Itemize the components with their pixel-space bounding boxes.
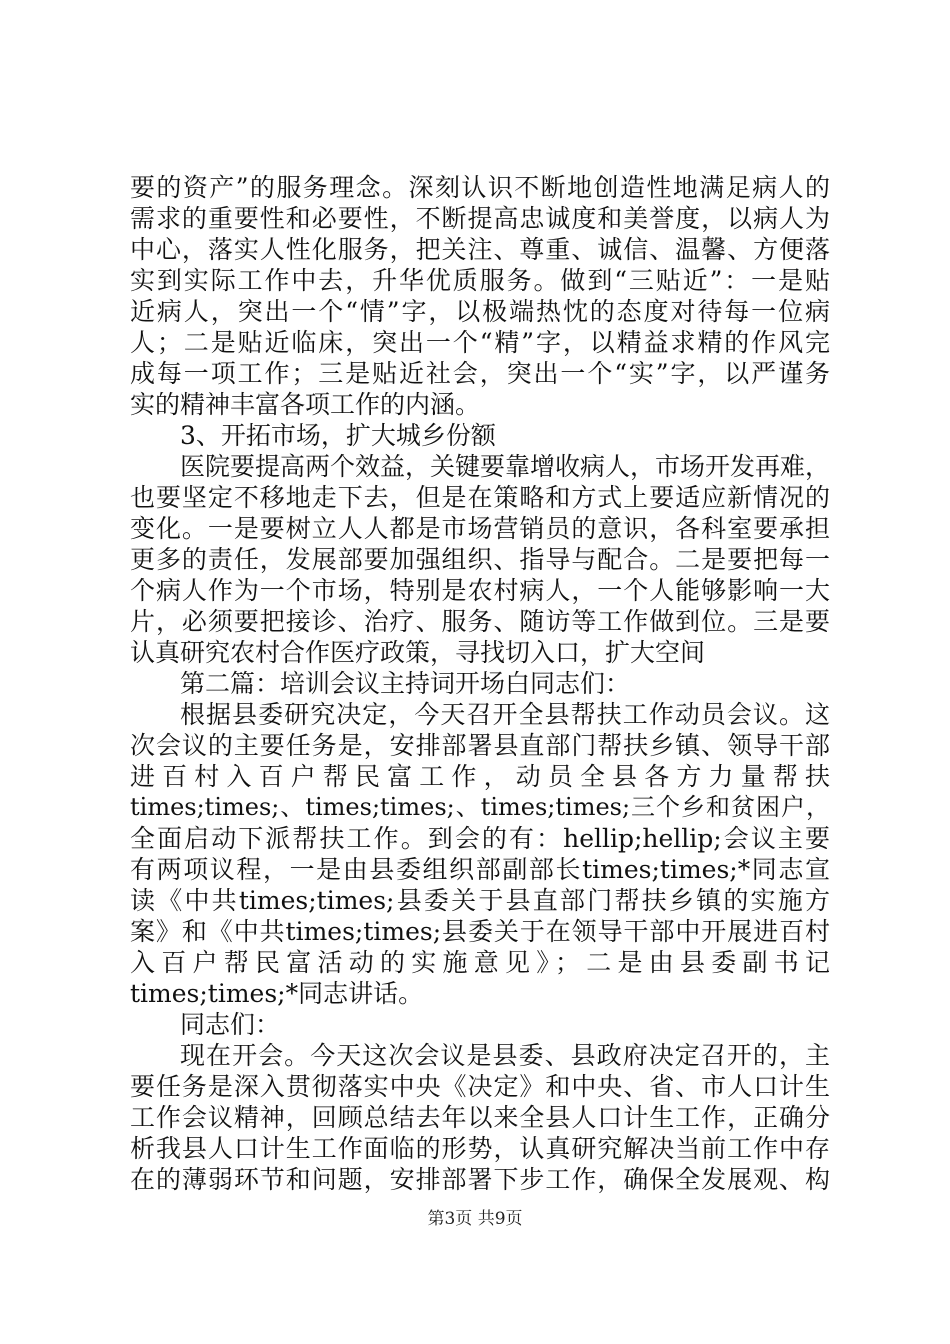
text-line: 要任务是深入贯彻落实中央《决定》和中央、省、市人口计生 — [130, 1072, 830, 1101]
text-line: 要的资产”的服务理念。深刻认识不断地创造性地满足病人的 — [130, 173, 830, 202]
text-line: 析我县人口计生工作面临的形势，认真研究解决当前工作中存 — [130, 1134, 830, 1163]
text-line: 工作会议精神，回顾总结去年以来全县人口计生工作，正确分 — [130, 1103, 830, 1132]
text-line: 读《中共times;times;县委关于县直部门帮扶乡镇的实施方 — [130, 886, 830, 915]
salutation: 同志们： — [180, 1010, 281, 1039]
text-line: 次会议的主要任务是，安排部署县直部门帮扶乡镇、领导干部 — [130, 731, 830, 760]
text-line: 片，必须要把接诊、治疗、服务、随访等工作做到位。三是要 — [130, 607, 830, 636]
text-line: 变化。一是要树立人人都是市场营销员的意识，各科室要承担 — [130, 514, 830, 543]
page-footer: 第3页 共9页 — [427, 1209, 523, 1229]
body-text — [130, 172, 830, 1195]
text-line: times;times;、times;times;、times;times;三个乡和贫困户， — [130, 793, 830, 821]
text-line: 入百户帮民富活动的实施意见》；二是由县委副书记 — [130, 948, 830, 977]
text-line: 医院要提高两个效益，关键要靠增收病人，市场开发再难， — [180, 452, 831, 481]
text-line: 更多的责任，发展部要加强组织、指导与配合。二是要把每一 — [130, 545, 830, 574]
text-line: 个病人作为一个市场，特别是农村病人，一个人能够影响一大 — [130, 576, 830, 605]
text-line: 现在开会。今天这次会议是县委、县政府决定召开的，主 — [180, 1041, 830, 1070]
chapter-heading: 第二篇：培训会议主持词开场白同志们： — [180, 669, 631, 698]
text-line: 实到实际工作中去，升华优质服务。做到“三贴近”：一是贴 — [130, 266, 830, 295]
text-line: 成每一项工作；三是贴近社会，突出一个“实”字，以严谨务 — [130, 359, 830, 388]
text-line: 近病人，突出一个“情”字，以极端热忱的态度对待每一位病 — [130, 297, 830, 326]
text-line: 根据县委研究决定，今天召开全县帮扶工作动员会议。这 — [180, 700, 830, 729]
text-line: 案》和《中共times;times;县委关于在领导干部中开展进百村 — [130, 917, 830, 946]
text-line: times;times;*同志讲话。 — [130, 979, 424, 1008]
text-line: 人；二是贴近临床，突出一个“精”字，以精益求精的作风完 — [130, 328, 830, 357]
text-line: 在的薄弱环节和问题，安排部署下步工作，确保全发展观、构 — [130, 1165, 830, 1194]
text-line: 中心，落实人性化服务，把关注、尊重、诚信、温馨、方便落 — [130, 235, 830, 264]
text-line: 需求的重要性和必要性，不断提高忠诚度和美誉度，以病人为 — [130, 204, 830, 233]
text-line: 实的精神丰富各项工作的内涵。 — [130, 390, 481, 419]
text-line: 也要坚定不移地走下去，但是在策略和方式上要适应新情况的 — [130, 483, 830, 512]
section-heading: 3、开拓市场，扩大城乡份额 — [180, 421, 496, 450]
text-line: 进百村入百户帮民富工作，动员全县各方力量帮扶 — [130, 762, 830, 791]
text-line: 认真研究农村合作医疗政策，寻找切入口，扩大空间 — [130, 638, 706, 667]
text-line: 有两项议程，一是由县委组织部副部长times;times;*同志宣 — [130, 855, 830, 884]
text-line: 全面启动下派帮扶工作。到会的有：hellip;hellip;会议主要 — [130, 824, 830, 853]
